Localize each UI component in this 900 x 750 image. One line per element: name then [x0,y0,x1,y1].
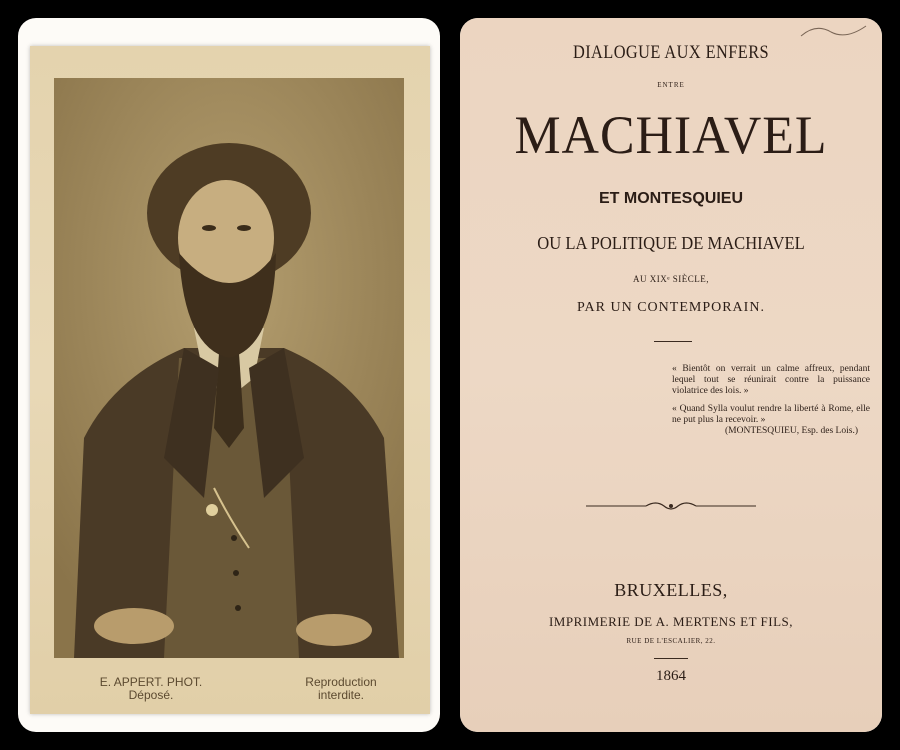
printer-address: RUE DE L'ESCALIER, 22. [626,637,716,645]
subtitle-politique: OU LA POLITIQUE DE MACHIAVEL [537,233,805,253]
publication-city: BRUXELLES, [614,580,728,600]
heading-dialogue: DIALOGUE AUX ENFERS [572,42,770,63]
divider-rule-bottom [654,658,688,659]
carte-de-visite [30,46,430,714]
century-line: AU XIXᵉ SIÈCLE, [632,274,710,284]
divider-rule-top [654,341,692,342]
epigraph-quote-2: « Quand Sylla voulut rendre la liberté à Rome, elle ne put plus la recevoir. » [672,404,870,425]
reproduction-line-2: interdite. [317,688,365,702]
title-page-panel [460,18,882,732]
depose-label: Déposé. [128,688,174,702]
reproduction-line-1: Reproduction [305,675,377,689]
main-title-machiavel: MACHIAVEL [514,105,828,165]
photographer-name: E. APPERT. PHOT. [99,675,203,689]
publication-year: 1864 [656,668,686,684]
epigraph-quote-1: « Bientôt on verrait un calme affreux, pendant lequel tout se réunirait contre la puissance violatrice des lois. » [672,364,870,396]
photographer-credit [86,676,216,702]
author-line: PAR UN CONTEMPORAIN. [577,300,765,315]
ornament-divider-icon [586,498,756,514]
printer-name: IMPRIMERIE DE A. MERTENS ET FILS, [548,614,794,629]
epigraph-attribution: (MONTESQUIEU, Esp. des Lois.) [725,426,858,436]
title-et-montesquieu: ET MONTESQUIEU [598,190,743,207]
bearded-man-portrait-image [54,78,404,658]
book-title-page [460,18,882,732]
portrait-photo [54,78,404,658]
word-entre: ENTRE [657,81,685,89]
photo-card-panel [18,18,440,732]
reproduction-notice [286,676,396,702]
